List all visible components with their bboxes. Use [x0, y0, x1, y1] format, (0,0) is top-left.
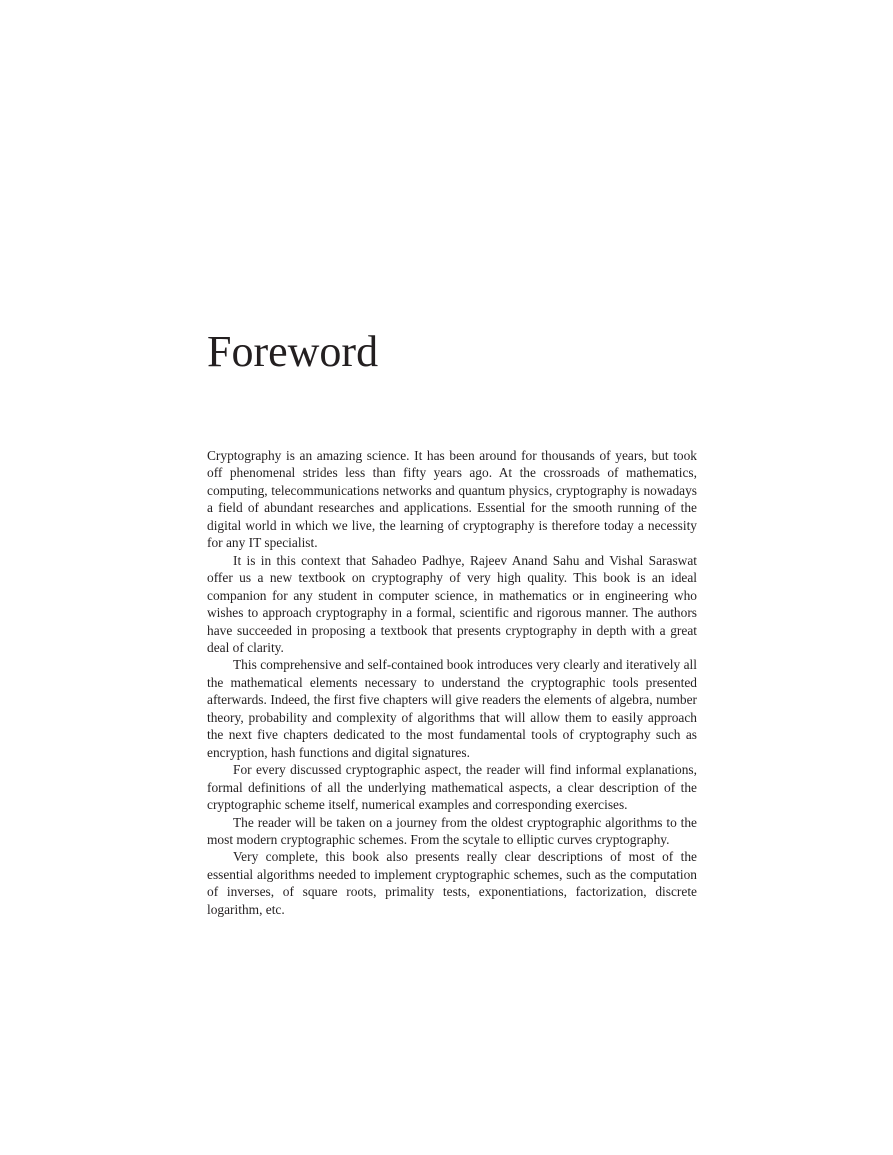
page-title: Foreword [207, 327, 379, 376]
paragraph-1: Cryptography is an amazing science. It has been around for thousands of years, but took off phenomenal strides less than fifty years ago. At the crossroads of mathematics, computing, telecommunications networks and quantum physics, cryptography is nowadays a field of abundant researches and applications. Essential for the smooth running of the digital world in which we live, the learning of cryptography is therefore today a necessity for any IT specialist. [207, 448, 697, 551]
paragraph-6: Very complete, this book also presents really clear descriptions of most of the essential algorithms needed to implement cryptographic schemes, such as the computation of inverses, of square roots, primality tests, exponentiations, factorization, discrete logarithm, etc. [207, 849, 697, 917]
paragraph-5: The reader will be taken on a journey from the oldest cryptographic algorithms to the most modern cryptographic schemes. From the scytale to elliptic curves cryptography. [207, 814, 697, 847]
paragraph-3: This comprehensive and self-contained book introduces very clearly and iteratively all the mathematical elements necessary to understand the cryptographic tools presented afterwards. Indeed, the first five chapters will give readers the elements of algebra, number theory, probability and complexity of algorithms that will allow them to easily approach the next five chapters dedicated to the most fundamental tools of cryptography such as encryption, hash functions and digital signatures. [207, 657, 697, 760]
paragraph-4: For every discussed cryptographic aspect, the reader will find informal explanations, formal definitions of all the underlying mathematical aspects, a clear description of the cryptographic scheme itself, numerical examples and corresponding exercises. [207, 762, 697, 813]
foreword-body [207, 447, 697, 918]
paragraph-2: It is in this context that Sahadeo Padhye, Rajeev Anand Sahu and Vishal Saraswat offer us a new textbook on cryptography of very high quality. This book is an ideal companion for any student in computer science, in mathematics or in engineering who wishes to approach cryptography in a formal, scientific and rigorous manner. The authors have succeeded in proposing a textbook that presents cryptography in depth with a great deal of clarity. [207, 552, 697, 655]
